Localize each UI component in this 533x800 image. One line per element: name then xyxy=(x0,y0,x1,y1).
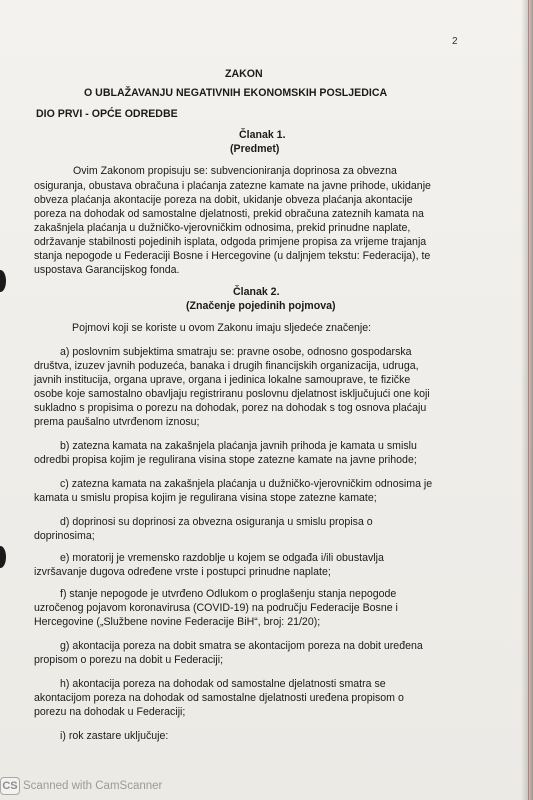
text-line: h) akontacija poreza na dohodak od samostalne djelatnosti smatra se xyxy=(60,678,386,690)
text-line: odredbi propisa kojim je regulirana visina stope zatezne kamate na javne prihode; xyxy=(34,454,417,466)
page-edge-shadow xyxy=(521,0,533,800)
article1-heading: Članak 1. xyxy=(239,129,286,141)
text-line: zakašnjela plaćanja u dužničko-vjerovničkim odnosima, prekid prinudne naplate, xyxy=(34,222,411,234)
text-line: uzročenog pojavom koronavirusa (COVID-19) na području Federacije Bosne i xyxy=(34,602,398,614)
text-line: Ovim Zakonom propisuju se: subvencioniranja doprinosa za obvezna xyxy=(73,165,397,177)
law-title: ZAKON xyxy=(225,68,263,80)
text-line: i) rok zastare uključuje: xyxy=(60,730,169,742)
text-line: a) poslovnim subjektima smatraju se: pravne osobe, odnosno gospodarska xyxy=(60,346,412,358)
text-line: Hercegovine („Službene novine Federacije BiH“, broj: 21/20); xyxy=(34,616,321,628)
text-line: c) zatezna kamata na zakašnjela plaćanja u dužničko-vjerovničkim odnosima je xyxy=(60,478,433,490)
article2-subheading: (Značenje pojedinih pojmova) xyxy=(186,300,336,312)
text-line: porezu na dohodak u Federaciji; xyxy=(34,706,186,718)
text-line: izvršavanje dugova određene vrste i postupci prinudne naplate; xyxy=(34,566,331,578)
page-number: 2 xyxy=(452,36,458,47)
camscanner-logo-icon: CS xyxy=(0,777,20,795)
article2-intro: Pojmovi koji se koriste u ovom Zakonu imaju sljedeće značenje: xyxy=(72,322,372,334)
punch-hole xyxy=(0,270,6,292)
text-line: f) stanje nepogode je utvrđeno Odlukom o proglašenju stanja nepogode xyxy=(60,588,397,600)
text-line: stanja nepogode u Federaciji Bosne i Hercegovine (u daljnjem tekstu: Federacija), te xyxy=(34,250,431,262)
page-margin-line xyxy=(528,0,529,800)
text-line: sukladno s propisima o porezu na dohodak, porez na dohodak s tog osnova plaćaju xyxy=(34,402,427,414)
text-line: propisom o porezu na dobit u Federaciji; xyxy=(34,654,224,666)
text-line: prema paušalno utvrđenom iznosu; xyxy=(34,416,200,428)
text-line: poreza na dohodak od samostalne djelatnosti, prekid obračuna zateznih kamata na xyxy=(34,208,424,220)
part-heading: DIO PRVI - OPĆE ODREDBE xyxy=(36,108,178,120)
text-line: doprinosima; xyxy=(34,530,95,542)
text-line: društva, izuzev javnih poduzeća, banaka i drugih financijskih organizacija, udruga, xyxy=(34,360,419,372)
text-line: osiguranja, obustava obračuna i plaćanja zatezne kamate na javne prihode, ukidanje xyxy=(34,180,431,192)
punch-hole xyxy=(0,546,6,568)
article2-heading: Članak 2. xyxy=(233,286,280,298)
text-line: uspostava Garancijskog fonda. xyxy=(34,264,180,276)
article1-subheading: (Predmet) xyxy=(230,143,280,155)
text-line: javnih institucija, organa uprave, organa i jedinica lokalne samouprave, te fizičke xyxy=(34,374,411,386)
text-line: e) moratorij je vremensko razdoblje u kojem se odgađa i/ili obustavlja xyxy=(60,552,384,564)
text-line: kamata u smislu propisa kojim je regulirana visina stope zatezne kamate; xyxy=(34,492,377,504)
text-line: g) akontacija poreza na dobit smatra se akontacijom poreza na dobit uređena xyxy=(60,640,423,652)
text-line: akontacijom poreza na dohodak od samostalne djelatnosti uređena propisom o xyxy=(34,692,404,704)
text-line: d) doprinosi su doprinosi za obvezna osiguranja u smislu propisa o xyxy=(60,516,373,528)
camscanner-watermark xyxy=(0,776,162,796)
text-line: održavanje stabilnosti pojedinih isplata, odgoda primjene propisa za vrijeme trajanja xyxy=(34,236,427,248)
text-line: osobe koje samostalno obavljaju registriranu poslovnu djelatnost isključujući one koji xyxy=(34,388,430,400)
law-subtitle: O UBLAŽAVANJU NEGATIVNIH EKONOMSKIH POSLJEDICA xyxy=(84,87,388,99)
camscanner-label: Scanned with CamScanner xyxy=(23,780,163,792)
text-line: obveza plaćanja akontacije poreza na dobit, ukidanje obveza plaćanja akontacije xyxy=(34,194,413,206)
text-line: b) zatezna kamata na zakašnjela plaćanja javnih prihoda je kamata u smislu xyxy=(60,440,417,452)
